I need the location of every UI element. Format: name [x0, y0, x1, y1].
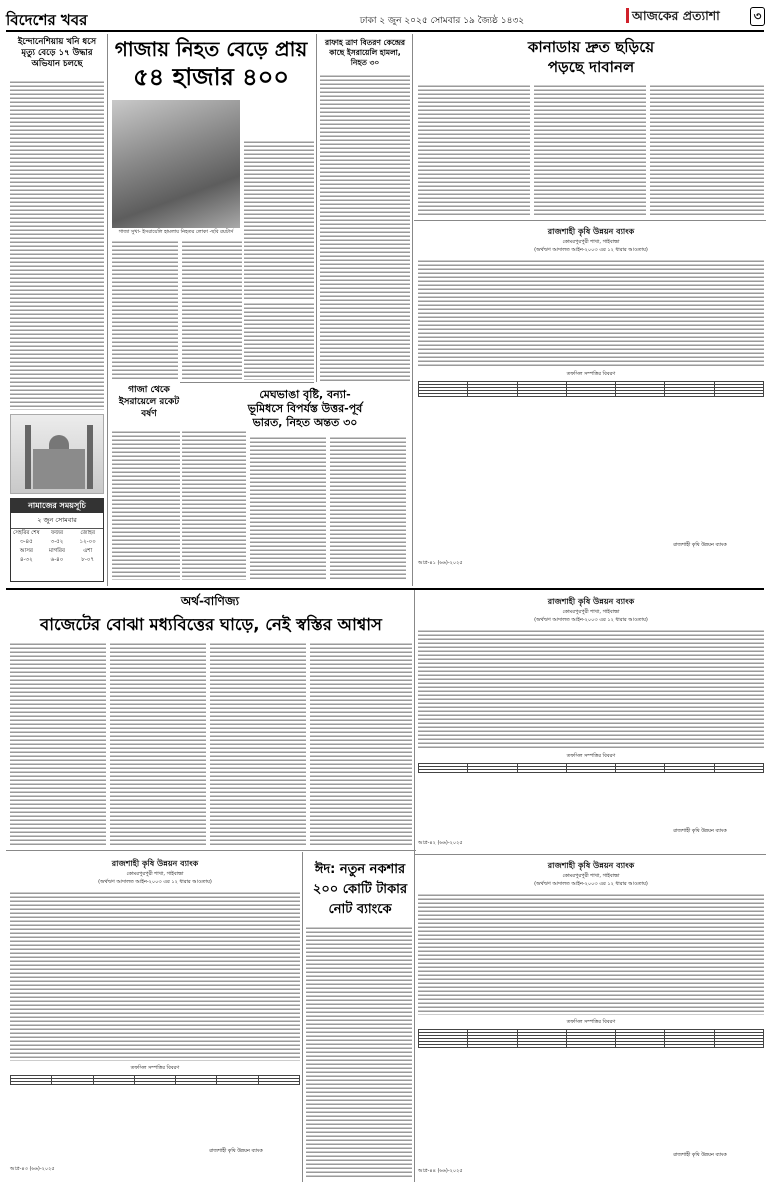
tender-table	[418, 763, 764, 773]
body-canada-2	[534, 84, 646, 216]
masthead-logo	[626, 8, 750, 27]
tender-ref: আপ্র-৪৩ (৬৬)-২০২৫	[10, 1166, 55, 1172]
prayer-value: ১২-০০	[79, 539, 96, 545]
tender-subtitle: কোমরপুরপুরী শাখা, গাইবান্ধা	[126, 871, 184, 877]
tender-signature: রাজশাহী কৃষি উন্নয়ন ব্যাংক	[209, 1148, 263, 1154]
body-gaza-rocket-1	[112, 430, 180, 580]
section-band: অর্থ-বাণিজ্য	[180, 594, 240, 608]
page-header	[6, 6, 764, 30]
tender-schedule-title: তফসিল সম্পত্তির বিবরণ	[566, 371, 616, 377]
prayer-header: এশা	[83, 548, 93, 554]
tender-ref: আপ্র-৪২ (৬৬)-২০২৫	[418, 840, 463, 846]
tender-notice-2	[418, 594, 764, 852]
page-number: ৩	[753, 9, 762, 23]
tender-signature: রাজশাহী কৃষি উন্নয়ন ব্যাংক	[673, 828, 727, 834]
page-number-badge	[750, 7, 765, 26]
tender-subtitle: কোমরপুরপুরী শাখা, গাইবান্ধা	[562, 609, 620, 615]
tender-subtitle: কোমরপুরপুরী শাখা, গাইবান্ধা	[562, 239, 620, 245]
tender-table	[418, 381, 764, 397]
body-india-2	[330, 436, 406, 580]
body-gaza-left	[112, 240, 178, 380]
prayer-times-box	[10, 498, 104, 582]
body-eid	[306, 926, 412, 1178]
date-line: ঢাকা ২ জুন ২০২৫ সোমবার ১৯ জ্যৈষ্ঠ ১৪৩২	[359, 16, 525, 26]
tender-notice-1	[418, 224, 764, 576]
body-indonesia	[10, 80, 104, 410]
prayer-header: মাগরিব	[49, 548, 65, 554]
prayer-value: ৩-৪৫	[19, 539, 33, 545]
headline-budget: বাজেটের বোঝা মধ্যবিত্তের ঘাড়ে, নেই স্বস্তির আশ্বাস	[40, 615, 382, 634]
tender-schedule-title: তফসিল সম্পত্তির বিবরণ	[566, 1019, 616, 1025]
prayer-value: ৬-৪০	[50, 557, 64, 563]
gaza-photo	[112, 100, 240, 228]
headline-canada-2: পড়ছে দাবানল	[547, 58, 635, 76]
tender-schedule-title: তফসিল সম্পত্তির বিবরণ	[566, 753, 616, 759]
prayer-value: ৮-০৭	[81, 557, 95, 563]
body-budget-1	[10, 642, 106, 846]
headline-india-3: ভারত, নিহত অন্তত ৩০	[252, 416, 358, 429]
headline-eid-1: ঈদ: নতুন নকশার	[314, 862, 406, 877]
tender-title: রাজশাহী কৃষি উন্নয়ন ব্যাংক	[547, 597, 635, 606]
headline-eid-3: নোট ব্যাংকে	[328, 902, 392, 917]
gaza-photo-caption: গাজা সুখা- ইসরায়েলি হামলায় নিহতর লোকা -ছবি রয়টার্স	[118, 229, 234, 235]
headline-gaza-2: ৫৪ হাজার ৪০০	[133, 63, 289, 91]
prayer-value: ৪-৩২	[19, 557, 33, 563]
prayer-header: জোহর	[80, 530, 95, 536]
prayer-value: ৩-৫২	[50, 539, 64, 545]
prayer-header: আসর	[19, 548, 33, 554]
prayer-date: ২ জুন সোমবার	[11, 513, 103, 529]
body-gaza-mid	[182, 240, 242, 380]
body-budget-3	[210, 642, 306, 846]
body-gaza-right	[244, 140, 314, 300]
prayer-header: সেহরির শেষ	[13, 530, 40, 536]
tender-table	[418, 1029, 764, 1048]
headline-eid-2: ২০০ কোটি টাকার	[312, 882, 408, 897]
body-canada-3	[650, 84, 764, 216]
prayer-header: ফজর	[51, 530, 63, 536]
body-budget-2	[110, 642, 206, 846]
tender-subtitle: কোমরপুরপুরী শাখা, গাইবান্ধা	[562, 873, 620, 879]
headline-india-2: ভূমিধসে বিপর্যস্ত উত্তর-পূর্ব	[247, 402, 363, 415]
headline-india-1: মেঘভাঙা বৃষ্টি, বন্যা-	[259, 388, 351, 401]
tender-notice-4	[418, 858, 764, 1182]
tender-signature: রাজশাহী কৃষি উন্নয়ন ব্যাংক	[673, 1152, 727, 1158]
prayer-grid	[11, 529, 103, 565]
tender-signature: রাজশাহী কৃষি উন্নয়ন ব্যাংক	[673, 542, 727, 548]
tender-notice: (অর্থঋণ আদালত আইন-২০০৩ এর ১২ ধারার আওতায়)	[534, 617, 648, 623]
tender-title: রাজশাহী কৃষি উন্নয়ন ব্যাংক	[547, 861, 635, 870]
body-gaza-rocket-2	[182, 430, 246, 580]
headline-gaza-rocket: গাজা থেকে ইসরায়েলে রকেট বর্ষণ	[118, 385, 180, 419]
headline-canada-1: কানাডায় দ্রুত ছড়িয়ে	[527, 38, 655, 56]
tender-ref: আপ্র-৪৪ (৬৬)-২০২৫	[418, 1168, 463, 1174]
tender-schedule-title: তফসিল সম্পত্তির বিবরণ	[130, 1065, 180, 1071]
tender-notice: (অর্থঋণ আদালত আইন-২০০৩ এর ১২ ধারার আওতায়)	[98, 879, 212, 885]
body-rafah	[320, 74, 410, 382]
tender-notice: (অর্থঋণ আদালত আইন-২০০৩ এর ১২ ধারার আওতায়)	[534, 881, 648, 887]
tender-notice: (অর্থঋণ আদালত আইন-২০০৩ এর ১২ ধারার আওতায়)	[534, 247, 648, 253]
headline-indonesia: ইন্দোনেশিয়ায় খনি ধসে মৃত্যু বেড়ে ১৭ উদ্ধার অভিযান চলছে	[17, 37, 97, 69]
mosque-photo	[10, 414, 104, 494]
tender-ref: আপ্র-৪১ (৬৬)-২০২৫	[418, 560, 463, 566]
tender-table	[10, 1075, 300, 1085]
prayer-title: নামাজের সময়সূচি	[11, 499, 103, 513]
headline-rafah: রাফাহ ত্রাণ বিতরণ কেন্দ্রের কাছে ইসরায়েলি হামলা, নিহত ৩০	[324, 38, 406, 67]
tender-title: রাজশাহী কৃষি উন্নয়ন ব্যাংক	[547, 227, 635, 236]
body-budget-4	[310, 642, 412, 846]
body-gaza-right2	[244, 302, 314, 380]
masthead-text: আজকের প্রত্যাশা	[626, 8, 720, 23]
tender-title: রাজশাহী কৃষি উন্নয়ন ব্যাংক	[111, 859, 199, 868]
headline-gaza-1: গাজায় নিহত বেড়ে প্রায়	[114, 37, 308, 61]
section-label: বিদেশের খবর	[6, 11, 88, 29]
tender-notice-3	[10, 856, 300, 1182]
body-india-1	[250, 436, 326, 580]
body-canada-1	[418, 84, 530, 216]
